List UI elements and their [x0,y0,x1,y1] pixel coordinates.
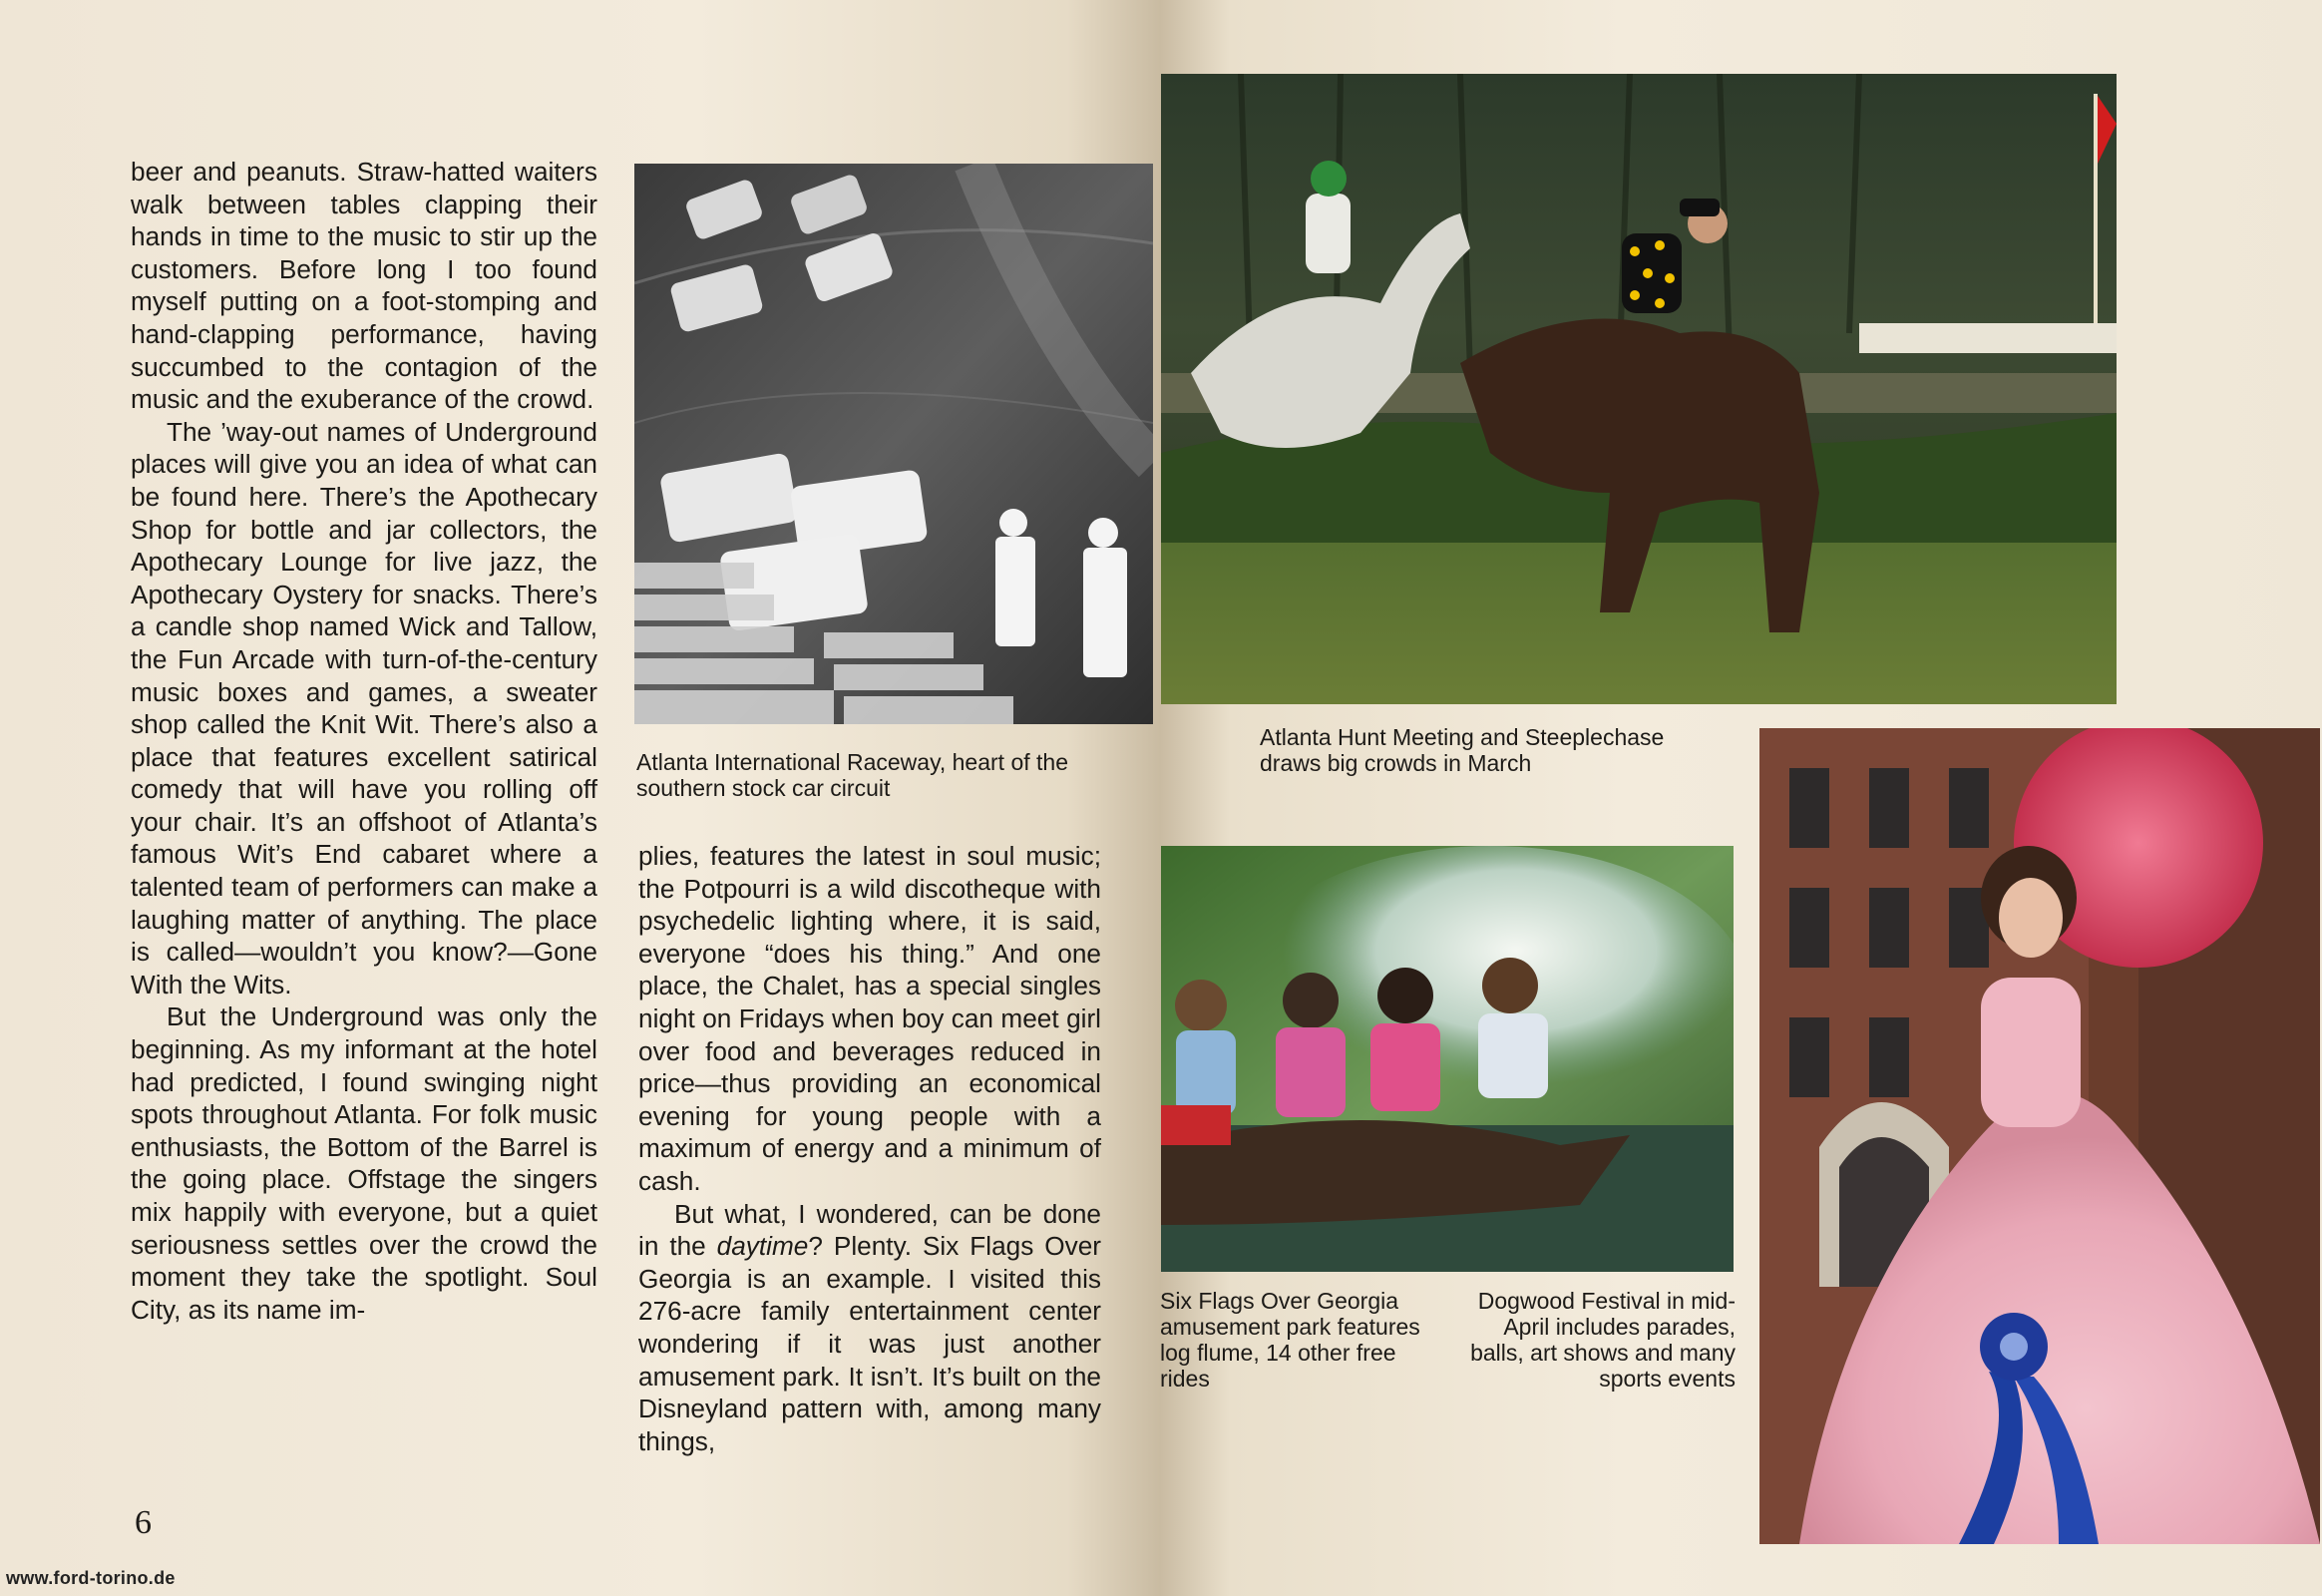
emphasis: daytime [716,1231,809,1262]
raceway-caption: Atlanta International Raceway, heart of the southern stock car circuit [636,749,1069,801]
dogwood-festival-photo-image [1759,728,2320,1544]
paragraph: beer and peanuts. Straw-hatted waiters walk between tables clapping their hands in time to the music to stir up the customers. Before long I too found myself putting on a foot-stomping and hand-clapping performance, having succumbed to the contagion of the music and the exuberance of the crowd. [131,157,597,415]
six-flags-caption: Six Flags Over Georgia amusement park features log flume, 14 other free rides [1160,1288,1420,1392]
right-page [1160,0,2322,1596]
dogwood-festival-photo [1759,728,2320,1544]
page-number: 6 [135,1504,152,1541]
paragraph-text: But what, I wondered, can be done in the [638,1198,1101,1262]
middle-text-column [638,840,1101,1457]
six-flags-photo [1161,846,1734,1272]
steeplechase-caption: Atlanta Hunt Meeting and Steeplechase draws big crowds in March [1260,724,1665,776]
website-watermark: www.ford-torino.de [6,1568,176,1588]
steeplechase-photo [1161,74,2117,704]
raceway-photo-image [634,164,1153,724]
raceway-photo [634,164,1153,724]
left-page [0,0,1160,1596]
paragraph: The ’way-out names of Underground places will give you an idea of what can be found here. There’s the Apothecary Shop for bottle and jar collectors, the Apothecary Lounge for live jazz, the Apothecary Oystery for snacks. There’s a candle shop named Wick and Tallow, the Fun Arcade with turn-of-the-century music boxes and games, a sweater shop called the Knit Wit. There’s also a place that features excellent satirical comedy that will have you rolling off your chair. It’s an offshoot of Atlanta’s famous Wit’s End cabaret where a talented team of performers can make a laughing matter of anything. The place is called—wouldn’t you know?—Gone With the Wits. [131,416,597,999]
paragraph-text: ? Plenty. Six Flags Over Georgia is an example. I visited this 276-acre family entertainment center wondering if it was just another amusement park. It isn’t. It’s built on the Disneyland pattern with, among many things, [638,1231,1101,1456]
six-flags-photo-image [1161,846,1734,1272]
dogwood-caption: Dogwood Festival in mid-April includes parades, balls, art shows and many sports events [1470,1288,1736,1392]
left-text-column [131,156,597,1326]
steeplechase-photo-image [1161,74,2117,704]
paragraph: plies, features the latest in soul music; the Potpourri is a wild discotheque with psychedelic lighting where, it is said, everyone “does his thing.” And one place, the Chalet, has a special singles night on Fridays when boy can meet girl over food and beverages reduced in price—thus providing an economical evening for young people with a maximum of energy and a minimum of cash. [638,841,1101,1196]
paragraph: But the Underground was only the beginning. As my informant at the hotel had predicted, I found swinging night spots throughout Atlanta. For folk music enthusiasts, the Bottom of the Barrel is the going place. Offstage the singers mix happily with everyone, but a quiet seriousness settles over the crowd the moment they take the spotlight. Soul City, as its name im- [131,1001,597,1325]
paragraph [638,1198,1101,1458]
